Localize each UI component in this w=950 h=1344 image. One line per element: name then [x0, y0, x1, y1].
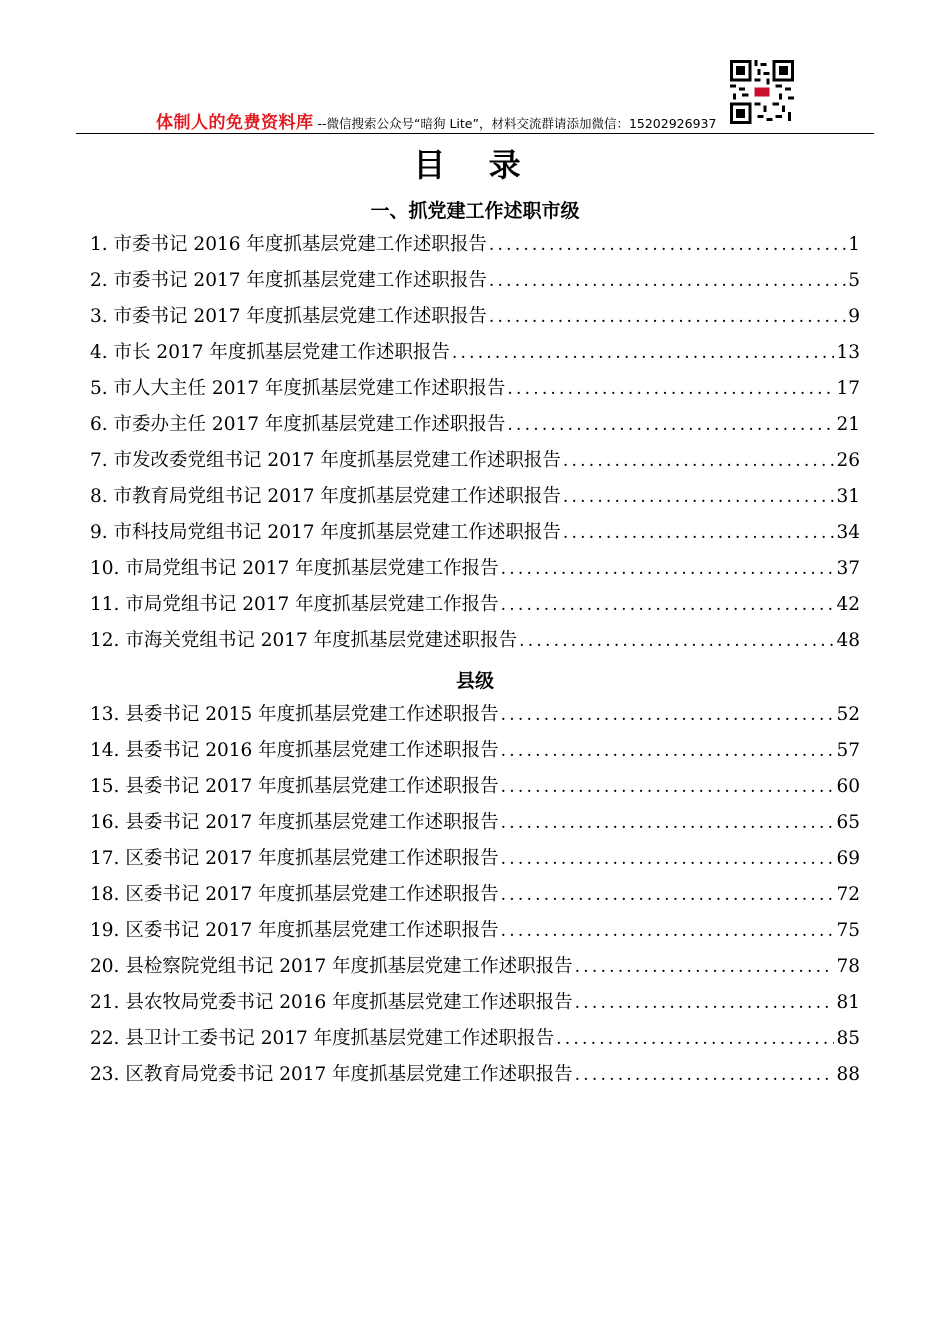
entry-page: 34 — [836, 522, 860, 543]
entry-title: 县农牧局党委书记 2016 年度抓基层党建工作述职报告 — [125, 992, 573, 1013]
entry-number: 15. — [90, 776, 120, 797]
entry-page: 78 — [836, 956, 860, 977]
entry-number: 13. — [90, 704, 120, 725]
entry-title: 市人大主任 2017 年度抓基层党建工作述职报告 — [113, 378, 506, 399]
entry-title: 县委书记 2017 年度抓基层党建工作述职报告 — [125, 812, 499, 833]
toc-entry[interactable] — [90, 880, 860, 910]
dot-leader — [501, 700, 835, 730]
brand-name: 体制人的免费资料库 — [156, 113, 314, 133]
entry-page: 75 — [836, 920, 860, 941]
toc-entry[interactable] — [90, 952, 860, 982]
entry-page: 65 — [836, 812, 860, 833]
entry-page: 69 — [836, 848, 860, 869]
toc-entry[interactable] — [90, 518, 860, 548]
entry-title: 市海关党组书记 2017 年度抓基层党建述职报告 — [125, 630, 518, 651]
entry-number: 10. — [90, 558, 120, 579]
dot-leader — [501, 736, 835, 766]
dot-leader — [575, 988, 835, 1018]
entry-number: 21. — [90, 992, 120, 1013]
toc-entry[interactable] — [90, 808, 860, 838]
entry-page: 85 — [836, 1028, 860, 1049]
entry-page: 72 — [836, 884, 860, 905]
entry-title: 区委书记 2017 年度抓基层党建工作述职报告 — [125, 920, 499, 941]
toc-entry[interactable] — [90, 302, 860, 332]
entry-number: 9. — [90, 522, 108, 543]
page-header — [76, 58, 874, 136]
entry-page: 52 — [836, 704, 860, 725]
toc-entry[interactable] — [90, 410, 860, 440]
entry-number: 18. — [90, 884, 120, 905]
toc-entry[interactable] — [90, 590, 860, 620]
toc-entry[interactable] — [90, 700, 860, 730]
dot-leader — [507, 374, 834, 404]
dot-leader — [489, 302, 846, 332]
entry-title: 市发改委党组书记 2017 年度抓基层党建工作述职报告 — [113, 450, 561, 471]
dot-leader — [501, 880, 835, 910]
toc-entry[interactable] — [90, 1060, 860, 1090]
entry-title: 市局党组书记 2017 年度抓基层党建工作报告 — [125, 558, 499, 579]
toc-entry[interactable] — [90, 626, 860, 656]
entry-title: 市局党组书记 2017 年度抓基层党建工作报告 — [125, 594, 499, 615]
brand-contact: --微信搜索公众号“暗狗 Lite”，材料交流群请添加微信：15202926937 — [313, 116, 717, 131]
section-heading-city: 一、抓党建工作述职市级 — [370, 200, 580, 222]
dot-leader — [563, 518, 835, 548]
entry-title: 县卫计工委书记 2017 年度抓基层党建工作述职报告 — [125, 1028, 555, 1049]
entry-page: 88 — [836, 1064, 860, 1085]
dot-leader — [519, 626, 834, 656]
entry-number: 14. — [90, 740, 120, 761]
dot-leader — [501, 808, 835, 838]
entry-title: 市委书记 2017 年度抓基层党建工作述职报告 — [113, 270, 487, 291]
qr-code-icon — [730, 60, 794, 124]
entry-title: 市委书记 2016 年度抓基层党建工作述职报告 — [113, 234, 487, 255]
entry-page: 81 — [836, 992, 860, 1013]
dot-leader — [575, 1060, 835, 1090]
entry-number: 12. — [90, 630, 120, 651]
header-banner — [156, 108, 716, 133]
dot-leader — [452, 338, 835, 368]
toc-entry[interactable] — [90, 988, 860, 1018]
dot-leader — [556, 1024, 834, 1054]
entry-title: 市委书记 2017 年度抓基层党建工作述职报告 — [113, 306, 487, 327]
dot-leader — [507, 410, 834, 440]
entry-title: 市科技局党组书记 2017 年度抓基层党建工作述职报告 — [113, 522, 561, 543]
entry-number: 11. — [90, 594, 120, 615]
entry-page: 9 — [848, 306, 860, 327]
entry-page: 13 — [836, 342, 860, 363]
toc-entry[interactable] — [90, 1024, 860, 1054]
dot-leader — [563, 446, 835, 476]
entry-title: 区委书记 2017 年度抓基层党建工作述职报告 — [125, 884, 499, 905]
entry-page: 37 — [836, 558, 860, 579]
section-heading-county: 县级 — [455, 670, 494, 692]
toc-entry[interactable] — [90, 230, 860, 260]
entry-title: 市教育局党组书记 2017 年度抓基层党建工作述职报告 — [113, 486, 561, 507]
toc-entry[interactable] — [90, 446, 860, 476]
entry-page: 17 — [836, 378, 860, 399]
entry-number: 8. — [90, 486, 108, 507]
entry-title: 区教育局党委书记 2017 年度抓基层党建工作述职报告 — [125, 1064, 573, 1085]
entry-page: 42 — [836, 594, 860, 615]
toc-entry[interactable] — [90, 844, 860, 874]
entry-number: 6. — [90, 414, 108, 435]
entry-page: 60 — [836, 776, 860, 797]
dot-leader — [563, 482, 835, 512]
toc-entry[interactable] — [90, 916, 860, 946]
dot-leader — [501, 590, 835, 620]
toc-entry[interactable] — [90, 482, 860, 512]
entry-number: 19. — [90, 920, 120, 941]
dot-leader — [575, 952, 835, 982]
entry-number: 20. — [90, 956, 120, 977]
entry-page: 57 — [836, 740, 860, 761]
dot-leader — [501, 554, 835, 584]
entry-number: 7. — [90, 450, 108, 471]
entry-title: 县委书记 2015 年度抓基层党建工作述职报告 — [125, 704, 499, 725]
entry-page: 26 — [836, 450, 860, 471]
dot-leader — [489, 266, 846, 296]
entry-number: 4. — [90, 342, 108, 363]
toc-entry[interactable] — [90, 554, 860, 584]
entry-title: 区委书记 2017 年度抓基层党建工作述职报告 — [125, 848, 499, 869]
entry-title: 县委书记 2016 年度抓基层党建工作述职报告 — [125, 740, 499, 761]
entry-number: 1. — [90, 234, 108, 255]
entry-page: 31 — [836, 486, 860, 507]
toc-entry[interactable] — [90, 374, 860, 404]
entry-number: 17. — [90, 848, 120, 869]
toc-entry[interactable] — [90, 338, 860, 368]
entry-page: 48 — [836, 630, 860, 651]
entry-title: 县检察院党组书记 2017 年度抓基层党建工作述职报告 — [125, 956, 573, 977]
entry-number: 22. — [90, 1028, 120, 1049]
entry-title: 市长 2017 年度抓基层党建工作述职报告 — [113, 342, 450, 363]
entry-page: 1 — [848, 234, 860, 255]
entry-title: 市委办主任 2017 年度抓基层党建工作述职报告 — [113, 414, 506, 435]
entry-page: 21 — [836, 414, 860, 435]
entry-number: 3. — [90, 306, 108, 327]
entry-number: 16. — [90, 812, 120, 833]
dot-leader — [501, 916, 835, 946]
dot-leader — [501, 772, 835, 802]
header-divider — [76, 133, 874, 134]
toc-entry[interactable] — [90, 266, 860, 296]
dot-leader — [489, 230, 846, 260]
entry-number: 23. — [90, 1064, 120, 1085]
page-title: 目 录 — [413, 146, 537, 184]
entry-number: 5. — [90, 378, 108, 399]
entry-title: 县委书记 2017 年度抓基层党建工作述职报告 — [125, 776, 499, 797]
toc-entry[interactable] — [90, 736, 860, 766]
toc-entry[interactable] — [90, 772, 860, 802]
dot-leader — [501, 844, 835, 874]
entry-number: 2. — [90, 270, 108, 291]
entry-page: 5 — [848, 270, 860, 291]
